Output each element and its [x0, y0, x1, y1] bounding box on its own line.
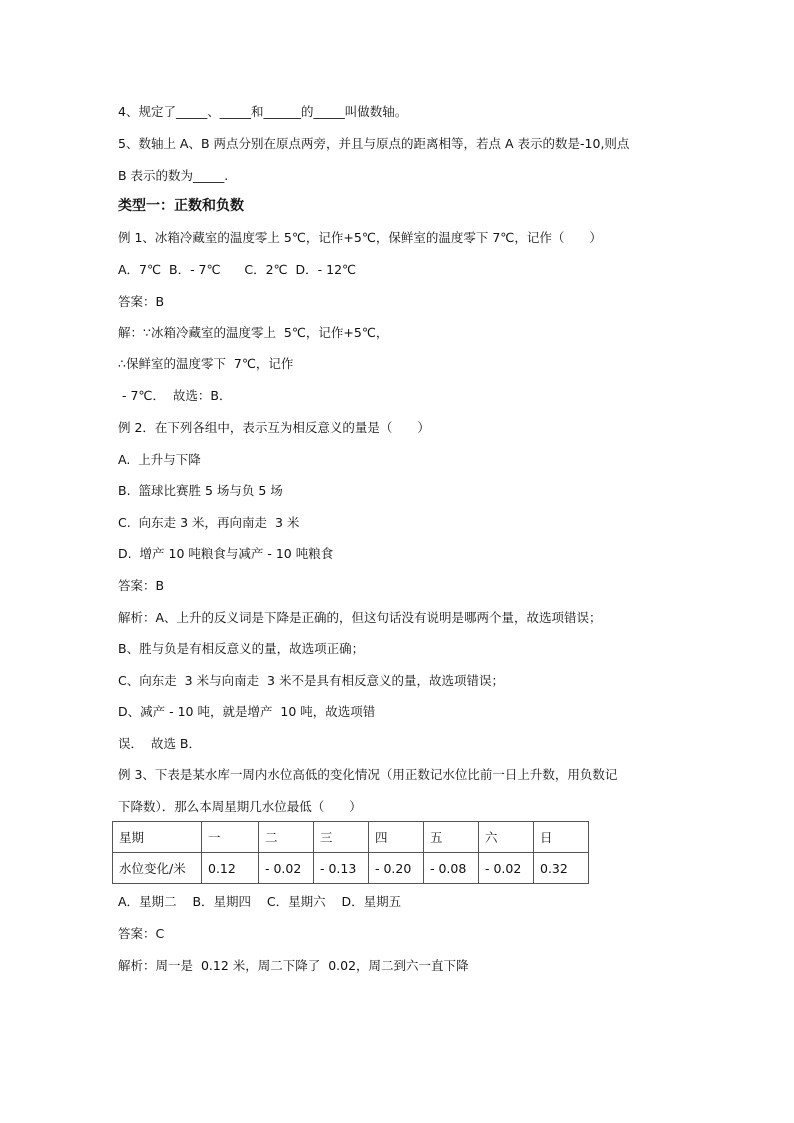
table-cell: - 0.02 [479, 853, 534, 884]
table-cell: 0.32 [534, 853, 589, 884]
table-cell: 六 [479, 822, 534, 853]
example-1-answer: 答案：B [118, 294, 165, 309]
table-cell: 一 [202, 822, 259, 853]
table-cell: 0.12 [202, 853, 259, 884]
example-2-option-d: D. 增产 10 吨粮食与减产 - 10 吨粮食 [118, 546, 334, 561]
table-header-row [113, 822, 589, 853]
example-2-option-b: B. 篮球比赛胜 5 场与负 5 场 [118, 483, 283, 498]
section-heading: 类型一：正数和负数 [118, 198, 244, 214]
table-cell: 三 [314, 822, 369, 853]
table-cell: - 0.20 [369, 853, 424, 884]
problem-5-line2: B 表示的数为_____. [118, 168, 229, 183]
example-3-analysis: 解析：周一是 0.12 米，周二下降了 0.02，周二到六一直下降 [118, 958, 469, 973]
example-3-answer: 答案：C [118, 926, 165, 941]
example-2-analysis-2: B、胜与负是有相反意义的量，故选项正确； [118, 641, 365, 656]
table-row [113, 853, 589, 884]
problem-5-line1: 5、数轴上 A、B 两点分别在原点两旁，并且与原点的距离相等，若点 A 表示的数是-10,则点 [118, 136, 630, 151]
table-cell: - 0.02 [259, 853, 314, 884]
problem-4: 4、规定了_____、_____和______的_____叫做数轴。 [118, 104, 408, 119]
example-1-solution-1: 解：∵冰箱冷藏室的温度零上 5℃，记作+5℃， [118, 325, 389, 340]
table-cell: 水位变化/米 [113, 853, 202, 884]
table-cell: 五 [424, 822, 479, 853]
example-1-options: A．7℃ B．- 7℃ C．2℃ D．- 12℃ [118, 262, 357, 277]
example-2-question: 例 2．在下列各组中，表示互为相反意义的量是（ ） [118, 420, 430, 435]
example-1-solution-2: ∴保鲜室的温度零下 7℃，记作 [118, 356, 294, 371]
example-2-analysis-1: 解析：A、上升的反义词是下降是正确的，但这句话没有说明是哪两个量，故选项错误； [118, 610, 602, 625]
example-1-question: 例 1、冰箱冷藏室的温度零上 5℃，记作+5℃，保鲜室的温度零下 7℃，记作（ ） [118, 230, 602, 245]
table-cell: 星期 [113, 822, 202, 853]
example-2-analysis-4: D、减产 - 10 吨，就是增产 10 吨，故选项错 [118, 704, 376, 719]
example-3-question-1: 例 3、下表是某水库一周内水位高低的变化情况（用正数记水位比前一日上升数，用负数记 [118, 767, 618, 782]
water-level-table [112, 821, 589, 884]
example-3-options: A．星期二 B．星期四 C．星期六 D．星期五 [118, 894, 402, 909]
example-1-solution-3: - 7℃． 故选：B． [118, 388, 232, 403]
example-2-option-c: C. 向东走 3 米，再向南走 3 米 [118, 515, 300, 530]
example-2-analysis-3: C、向东走 3 米与向南走 3 米不是具有相反意义的量，故选项错误； [118, 673, 504, 688]
example-2-option-a: A. 上升与下降 [118, 452, 201, 467]
table-cell: 二 [259, 822, 314, 853]
table-cell: 四 [369, 822, 424, 853]
table-cell: - 0.08 [424, 853, 479, 884]
example-2-analysis-5: 误． 故选 B． [118, 736, 201, 751]
example-3-question-2: 下降数）．那么本周星期几水位最低（ ） [118, 799, 362, 814]
table-cell: 日 [534, 822, 589, 853]
example-2-answer: 答案：B [118, 578, 165, 593]
table-cell: - 0.13 [314, 853, 369, 884]
